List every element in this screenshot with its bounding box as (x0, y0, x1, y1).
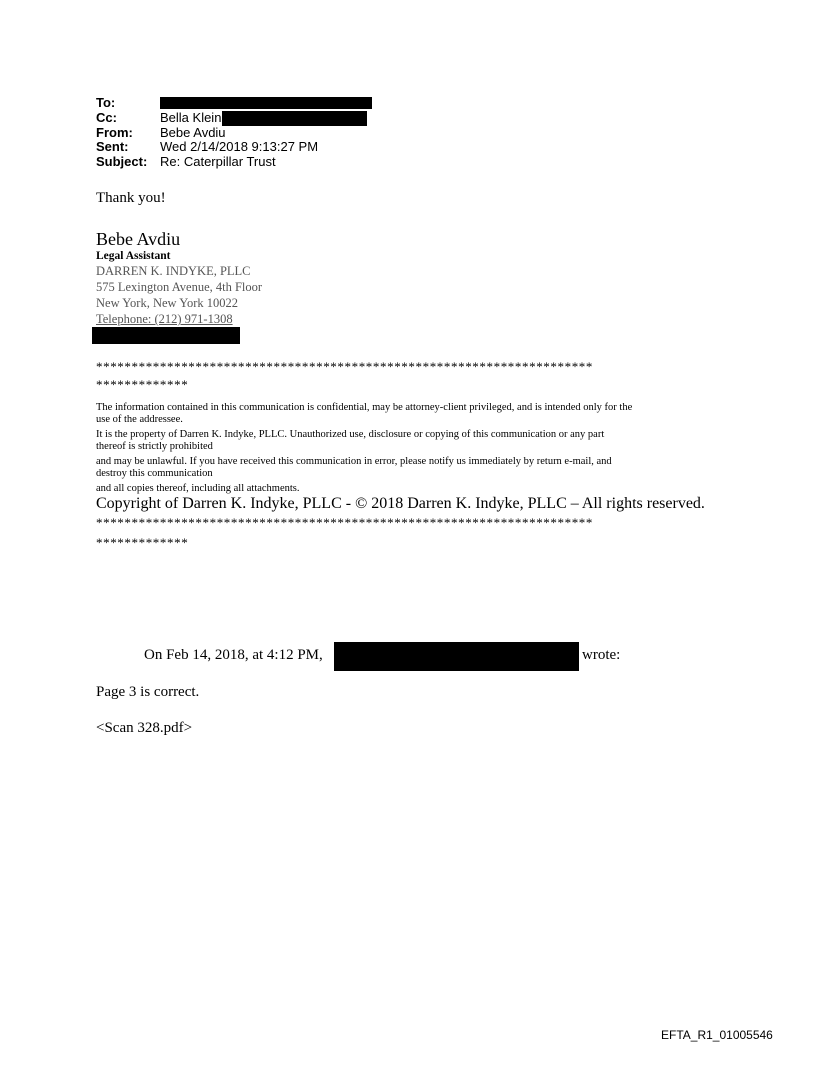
signature-address-line2: New York, New York 10022 (96, 296, 239, 310)
greeting-text: Thank you! (96, 190, 166, 206)
disclaimer-line-3: It is the property of Darren K. Indyke, PLLC. Unauthorized use, disclosure or copying of this communication or any part (96, 429, 605, 440)
signature-phone: Telephone: (212) 971-1308 (96, 312, 233, 326)
stars-line-top-cont: ************* (96, 377, 189, 392)
disclaimer-line-4: thereof is strictly prohibited (96, 441, 213, 452)
quoted-wrote: wrote: (582, 647, 621, 663)
cc-redaction (222, 111, 367, 126)
to-row (96, 96, 372, 111)
disclaimer-line-5: and may be unlawful. If you have received this communication in error, please notify us immediately by return e-mail, and (96, 456, 612, 467)
cc-label: Cc: (96, 109, 117, 125)
signature-redaction (92, 327, 240, 344)
copyright-notice: Copyright of Darren K. Indyke, PLLC - © 2018 Darren K. Indyke, PLLC – All rights reserved. (96, 495, 705, 512)
subject-row (96, 155, 372, 170)
cc-value: Bella Klein (160, 109, 222, 125)
cc-row (96, 111, 372, 126)
signature-title: Legal Assistant (96, 250, 171, 262)
document-id: EFTA_R1_01005546 (661, 1028, 773, 1042)
to-label: To: (96, 95, 116, 110)
sent-row (96, 140, 372, 155)
signature-firm: DARREN K. INDYKE, PLLC (96, 264, 251, 278)
signature-name: Bebe Avdiu (96, 229, 181, 249)
disclaimer-line-2: use of the addressee. (96, 414, 183, 425)
subject-value: Re: Caterpillar Trust (160, 153, 276, 169)
sent-label: Sent: (96, 139, 129, 154)
quoted-intro: On Feb 14, 2018, at 4:12 PM, (144, 647, 323, 663)
sent-value: Wed 2/14/2018 9:13:27 PM (160, 139, 319, 154)
signature-address-line1: 575 Lexington Avenue, 4th Floor (96, 280, 263, 294)
from-label: From: (96, 124, 133, 140)
subject-label: Subject: (96, 153, 148, 169)
disclaimer-line-7: and all copies thereof, including all attachments. (96, 483, 300, 494)
stars-line-bottom-cont: ************* (96, 535, 189, 550)
to-redaction (160, 97, 372, 109)
quoted-message: Page 3 is correct. (96, 684, 200, 700)
stars-line-bottom: ********************************************************************** (96, 515, 593, 530)
attachment-reference: <Scan 328.pdf> (96, 720, 193, 736)
quoted-sender-redaction (334, 642, 579, 671)
email-header (96, 96, 372, 169)
disclaimer-line-6: destroy this communication (96, 468, 213, 479)
disclaimer-line-1: The information contained in this communication is confidential, may be attorney-client privileged, and is intended only for the (96, 402, 633, 413)
stars-line-top: ********************************************************************** (96, 359, 593, 374)
from-row (96, 126, 372, 141)
from-value: Bebe Avdiu (160, 124, 226, 140)
